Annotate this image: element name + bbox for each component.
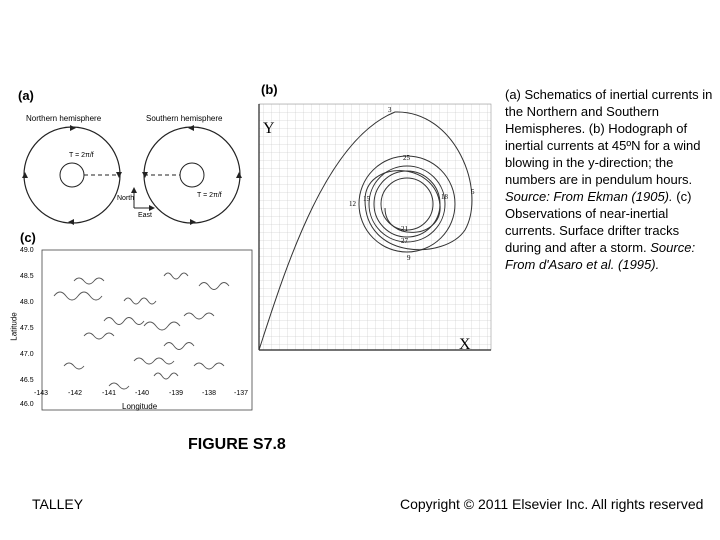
longitude-axis-title: Longitude — [122, 402, 158, 411]
drifter-tracks-map — [14, 226, 254, 416]
hour-label: 21 — [401, 225, 408, 233]
x-axis-label: X — [459, 336, 471, 353]
northern-hemisphere-title: Northern hemisphere — [26, 114, 102, 123]
latitude-axis-title: Latitude — [9, 312, 19, 341]
southern-hemisphere-title: Southern hemisphere — [146, 114, 223, 123]
x-tick-label: -137 — [234, 390, 249, 397]
panel-c-label: (c) — [20, 230, 36, 245]
y-tick-label: 48.5 — [20, 273, 34, 280]
period-label-north: T = 2π/f — [69, 152, 94, 159]
x-tick-label: -143 — [34, 390, 49, 397]
hour-label: 27 — [401, 237, 408, 245]
caption-source-1: Source: From Ekman (1905). — [505, 189, 673, 204]
footer-copyright: Copyright © 2011 Elsevier Inc. All rights reserved — [400, 496, 704, 512]
x-tick-label: -142 — [68, 390, 83, 397]
panel-a-label: (a) — [18, 88, 34, 103]
panel-a — [14, 80, 244, 230]
north-axis-label: North — [117, 195, 135, 202]
period-label-south: T = 2π/f — [197, 192, 222, 199]
panel-b — [255, 80, 495, 352]
y-tick-label: 47.0 — [20, 351, 34, 358]
y-tick-label: 46.5 — [20, 377, 34, 384]
hour-label: 25 — [403, 154, 410, 162]
y-tick-label: 46.0 — [20, 401, 34, 408]
caption-source-2: Source: From d'Asaro et al. (1995). — [505, 240, 696, 272]
hour-label: 3 — [388, 106, 392, 114]
inertial-circles-diagram — [14, 80, 244, 230]
hour-label: 5 — [471, 188, 475, 196]
hour-label: 18 — [441, 193, 448, 201]
x-tick-label: -141 — [102, 390, 117, 397]
caption-part-2: (c) Observations of near-inertial currents. Surface drifter tracks during and after a storm. — [505, 189, 692, 255]
hodograph-diagram — [255, 80, 495, 352]
east-axis-label: East — [138, 212, 153, 219]
caption-part-1: (a) Schematics of inertial currents in the Northern and Southern Hemispheres. (b) Hodograph of inertial currents at 45ºN for a wind blowing in the y-direction; the numbers are in pendulum hours. — [505, 87, 713, 187]
y-tick-label: 48.0 — [20, 299, 34, 306]
figure-title: FIGURE S7.8 — [188, 436, 286, 453]
y-tick-label: 47.5 — [20, 325, 34, 332]
footer-author: TALLEY — [32, 496, 84, 512]
hour-label: 9 — [407, 254, 411, 262]
x-tick-label: -139 — [169, 390, 184, 397]
hour-label: 15 — [363, 195, 370, 203]
x-tick-label: -138 — [202, 390, 217, 397]
y-axis-label: Y — [263, 120, 275, 137]
figure-caption — [505, 86, 715, 273]
panel-b-label: (b) — [261, 82, 278, 97]
hour-label: 12 — [349, 200, 356, 208]
y-tick-label: 49.0 — [20, 247, 34, 254]
panel-c — [9, 226, 254, 416]
x-tick-label: -140 — [135, 390, 150, 397]
